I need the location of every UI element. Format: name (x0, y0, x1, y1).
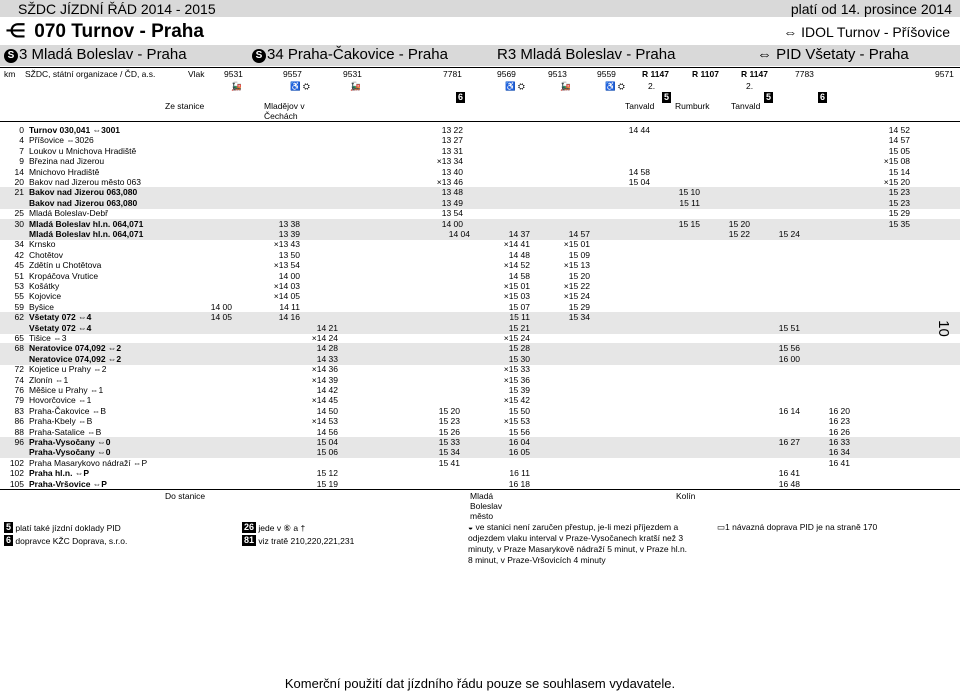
time-cell: 14 58 (508, 270, 530, 281)
class-note: 2. (648, 81, 656, 91)
note-26: 26 jede v ⑥ a † (244, 522, 306, 533)
train-number: 9559 (597, 69, 616, 79)
time-cell: 15 11 (509, 312, 530, 323)
time-cell: ×15 42 (503, 395, 530, 406)
train-number: 7783 (795, 69, 814, 79)
table-row (0, 364, 960, 375)
table-row (0, 437, 960, 448)
station-name: Praha-Kbely ⇔B (29, 416, 93, 427)
km-cell: 65 (14, 333, 24, 343)
time-cell: 16 48 (778, 478, 800, 489)
time-cell: ×15 01 (563, 239, 590, 250)
time-cell: ×15 53 (503, 416, 530, 427)
footer: Komerční použití dat jízdního řádu pouze se souhlasem vydavatele. (284, 676, 676, 691)
time-cell: 15 22 (728, 229, 750, 239)
time-cell: 13 22 (441, 125, 463, 135)
km-cell: 42 (14, 249, 24, 260)
time-cell: 13 31 (441, 145, 463, 156)
time-cell: ×15 13 (563, 260, 590, 271)
time-cell: 15 20 (728, 218, 750, 229)
time-cell: ×14 45 (311, 395, 338, 406)
time-cell: 13 39 (278, 229, 300, 239)
time-cell: 16 04 (508, 437, 530, 447)
station-name: Hovorčovice ⇔1 (29, 395, 92, 406)
time-cell: 13 50 (278, 249, 300, 260)
wheelchair-bike-icon: ♿ ⛭ (605, 81, 625, 91)
table-row (0, 312, 960, 323)
time-cell: 15 24 (778, 229, 800, 239)
time-cell: ×15 24 (503, 333, 530, 343)
station-name: Krnsko (29, 239, 56, 250)
station-name: Praha-Vysočany ⇔0 (29, 437, 111, 447)
time-cell: ×15 36 (503, 374, 530, 385)
table-row (0, 323, 960, 334)
table-row (0, 479, 960, 490)
time-cell: 14 05 (210, 312, 232, 323)
time-cell: 14 50 (316, 405, 338, 416)
line-pid: ⇔ PID Všetaty - Praha (757, 46, 909, 63)
time-cell: ×14 36 (311, 364, 338, 375)
time-cell: 15 20 (568, 270, 590, 281)
table-row (0, 135, 960, 146)
page-number: 10 (935, 320, 953, 337)
train-number: 9557 (283, 69, 302, 79)
train-number: R 1107 (692, 69, 719, 79)
km-cell: 25 (14, 208, 24, 219)
station-name: Mladá Boleslav hl.n. 064,071 (29, 229, 144, 239)
train-number: 9513 (548, 69, 567, 79)
route-arrow-icon: ⋲ (6, 21, 25, 42)
timetable-year: SŽDC JÍZDNÍ ŘÁD 2014 - 2015 (18, 1, 216, 17)
rule (0, 67, 960, 68)
station-name: Bakov nad Jizerou 063,080 (29, 197, 138, 208)
table-row (0, 208, 960, 219)
time-cell: 15 06 (316, 447, 338, 458)
table-row (0, 395, 960, 406)
time-cell: 15 05 (888, 145, 910, 156)
wheelchair-bike-icon: ♿ ⛭ (505, 81, 525, 91)
note-6: 6 dopravce KŽC Doprava, s.r.o. (6, 535, 128, 546)
class-note: 2. (746, 81, 754, 91)
s-icon: S (4, 49, 18, 63)
time-cell: 14 11 (279, 301, 300, 312)
note-5-badge: 5 (664, 92, 670, 102)
time-cell: 15 14 (888, 166, 910, 177)
time-cell: 16 33 (828, 437, 850, 447)
station-name: Kojovice (29, 291, 62, 302)
time-cell: 15 28 (508, 343, 530, 354)
ticket-icon: 🚂 (560, 81, 571, 91)
km-cell: 68 (14, 343, 24, 354)
route-name: Turnov - Praha (71, 21, 204, 42)
table-row (0, 125, 960, 136)
rule (0, 489, 960, 490)
station-name: Mnichovo Hradiště (29, 166, 100, 177)
time-cell: 16 26 (828, 426, 850, 437)
km-cell: 59 (14, 301, 24, 312)
ticket-icon: 🚂 (231, 81, 242, 91)
station-name: Všetaty 072 ⇔4 (29, 322, 92, 333)
route-title (6, 20, 204, 43)
station-name: Všetaty 072 ⇔4 (29, 312, 92, 323)
station-name: Praha-Čakovice ⇔B (29, 405, 107, 416)
time-cell: 14 42 (316, 385, 338, 395)
time-cell: ×14 53 (311, 416, 338, 427)
table-row (0, 187, 960, 198)
table-row (0, 229, 960, 240)
time-cell: ×14 05 (273, 291, 300, 302)
time-cell: 15 15 (678, 218, 700, 229)
time-cell: ×14 24 (311, 333, 338, 343)
subtitle-bar (0, 45, 960, 66)
ticket-icon: 🚂 (350, 81, 361, 91)
time-cell: 13 38 (278, 218, 300, 229)
time-cell: 15 30 (508, 353, 530, 364)
train-number: R 1147 (741, 69, 768, 79)
train-label: Vlak (188, 69, 205, 79)
km-cell: 102 (9, 457, 24, 468)
station-name: Bakov nad Jizerou 063,080 (29, 187, 138, 198)
station-name: Praha hl.n. ⇔P (29, 468, 89, 479)
time-cell: 14 37 (508, 229, 530, 239)
table-row (0, 281, 960, 292)
station-name: Mladá Boleslav hl.n. 064,071 (29, 218, 144, 229)
time-cell: 13 49 (441, 197, 463, 208)
time-cell: 15 12 (316, 468, 338, 479)
station-name: Mladá Boleslav-Debř (29, 208, 108, 219)
time-cell: 15 41 (438, 457, 460, 468)
table-row (0, 302, 960, 313)
time-cell: 16 20 (828, 405, 850, 416)
time-cell: ×15 33 (503, 364, 530, 375)
time-cell: 15 11 (679, 197, 700, 208)
time-cell: 16 27 (778, 437, 800, 447)
table-row (0, 291, 960, 302)
train-number: 7781 (443, 69, 462, 79)
time-cell: ×15 01 (503, 281, 530, 291)
station-name: Tišice ⇔3 (29, 333, 67, 343)
table-row (0, 260, 960, 271)
time-cell: 14 16 (278, 312, 300, 323)
time-cell: ×15 24 (563, 291, 590, 302)
time-cell: 15 56 (508, 426, 530, 437)
time-cell: ×14 41 (503, 239, 530, 250)
time-cell: 15 10 (678, 187, 700, 198)
time-cell: 14 48 (508, 249, 530, 260)
time-cell: ×15 03 (503, 291, 530, 302)
time-cell: 14 57 (568, 229, 590, 239)
station-name: Loukov u Mnichova Hradiště (29, 145, 137, 156)
time-cell: 15 19 (316, 478, 338, 489)
valid-from: platí od 14. prosince 2014 (790, 1, 952, 17)
time-cell: 15 56 (778, 343, 800, 354)
time-cell: 14 58 (628, 166, 650, 177)
time-cell: 15 51 (778, 322, 800, 333)
line-s34: S 34 Praha-Čakovice - Praha (252, 46, 448, 63)
time-cell: 15 34 (438, 447, 460, 458)
station-name: Chotětov (29, 249, 64, 260)
km-cell: 30 (14, 218, 24, 229)
origin: Tanvald (731, 101, 761, 111)
table-row (0, 198, 960, 209)
time-cell: 14 52 (888, 125, 910, 135)
station-name: Neratovice 074,092 ⇔2 (29, 343, 122, 354)
time-cell: 15 23 (888, 197, 910, 208)
line-r3: R3 Mladá Boleslav - Praha (497, 46, 676, 63)
table-row (0, 219, 960, 230)
time-cell: ×14 39 (311, 374, 338, 385)
time-cell: 14 57 (888, 135, 910, 146)
station-name: Turnov 030,041 ⇔3001 (29, 125, 121, 135)
km-cell: 7 (19, 145, 24, 156)
time-cell: 14 44 (628, 125, 650, 135)
time-cell: 15 04 (628, 177, 650, 187)
table-row (0, 416, 960, 427)
km-cell: 4 (19, 135, 24, 146)
time-cell: 15 26 (438, 426, 460, 437)
train-number: 9571 (935, 69, 954, 79)
km-cell: 51 (14, 270, 24, 281)
station-name: Bakov nad Jizerou město 063 (29, 177, 141, 187)
origin: Tanvald (625, 101, 655, 111)
time-cell: 14 28 (316, 343, 338, 354)
km-cell: 34 (14, 239, 24, 250)
operator-header: SŽDC, státní organizace / ČD, a.s. (25, 69, 156, 79)
time-cell: 14 00 (278, 270, 300, 281)
note-5-badge: 5 (766, 92, 772, 102)
station-name: Kojetice u Prahy ⇔2 (29, 364, 107, 375)
time-cell: 14 04 (448, 229, 470, 239)
time-cell: 13 48 (441, 187, 463, 198)
km-cell: 96 (14, 437, 24, 447)
table-row (0, 239, 960, 250)
time-cell: 15 04 (316, 437, 338, 447)
time-cell: 15 23 (438, 416, 460, 427)
time-cell: 16 41 (828, 457, 850, 468)
km-cell: 14 (14, 166, 24, 177)
time-cell: 15 50 (508, 405, 530, 416)
time-cell: 15 07 (508, 301, 530, 312)
destination: Kolín (676, 491, 696, 501)
km-header: km (4, 69, 16, 79)
time-cell: 14 56 (316, 426, 338, 437)
time-cell: 14 33 (316, 353, 338, 364)
time-cell: 15 29 (568, 301, 590, 312)
table-row (0, 146, 960, 157)
time-cell: 16 41 (778, 468, 800, 479)
to-label: Do stanice (165, 491, 206, 501)
time-cell: 16 23 (828, 416, 850, 427)
station-name: Praha-Satalice ⇔B (29, 426, 102, 437)
note-transfer: ◒ ve stanici není zaručen přestup, je-li mezi příjezdem a odjezdem vlaku interval v Praze-Vysočanech kratší než 3 minuty, v Praze Masarykově nádraží 5 minut, v Praze hl.n. 8 minut, v Praze-Vršovicích 4 minuty (468, 522, 688, 565)
time-cell: 16 11 (509, 468, 530, 479)
time-cell: ×15 08 (883, 156, 910, 167)
km-cell: 79 (14, 395, 24, 406)
table-row (0, 333, 960, 344)
time-cell: ×14 52 (503, 260, 530, 271)
km-cell: 83 (14, 405, 24, 416)
time-cell: 15 35 (888, 218, 910, 229)
station-name: Neratovice 074,092 ⇔2 (29, 353, 122, 364)
km-cell: 88 (14, 426, 24, 437)
time-cell: 15 20 (438, 405, 460, 416)
note-5: 5 platí také jízdní doklady PID (6, 522, 121, 533)
km-cell: 105 (9, 478, 24, 489)
time-cell: 16 18 (508, 478, 530, 489)
time-cell: 15 21 (508, 322, 530, 333)
time-cell: ×13 34 (436, 156, 463, 167)
table-row (0, 343, 960, 354)
time-cell: 15 33 (438, 437, 460, 447)
origin: Rumburk (675, 101, 710, 111)
note-1: ▭1 návazná doprava PID je na straně 170 (717, 522, 878, 532)
line-s3: S 3 Mladá Boleslav - Praha (4, 46, 187, 63)
time-cell: 15 29 (888, 208, 910, 219)
time-cell: ×14 03 (273, 281, 300, 291)
time-cell: 13 40 (441, 166, 463, 177)
km-cell: 86 (14, 416, 24, 427)
train-number: 9531 (224, 69, 243, 79)
time-cell: 16 05 (508, 447, 530, 458)
station-name: Praha-Vysočany ⇔0 (29, 447, 111, 458)
table-row (0, 468, 960, 479)
time-cell: ×15 22 (563, 281, 590, 291)
note-6-badge: 6 (458, 92, 464, 102)
km-cell: 53 (14, 281, 24, 291)
station-name: Praha-Vršovice ⇔P (29, 478, 107, 489)
time-cell: ×15 20 (883, 177, 910, 187)
time-cell: 15 34 (568, 312, 590, 323)
time-cell: 13 27 (441, 135, 463, 146)
station-name: Byšice (29, 301, 55, 312)
station-name: Praha Masarykovo nádraží ⇔P (29, 457, 148, 468)
origin: Mladějov v Čechách (264, 101, 305, 121)
station-name: Zdětín u Chotětova (29, 260, 102, 271)
station-name: Měšice u Prahy ⇔1 (29, 385, 104, 395)
time-cell: 16 34 (828, 447, 850, 458)
km-cell: 21 (14, 187, 24, 198)
table-row (0, 156, 960, 167)
time-cell: ×13 46 (436, 177, 463, 187)
train-number: 9531 (343, 69, 362, 79)
station-name: Příšovice ⇔3026 (29, 135, 94, 146)
train-number: R 1147 (642, 69, 669, 79)
rule (0, 121, 960, 122)
km-cell: 55 (14, 291, 24, 302)
time-cell: 14 00 (210, 301, 232, 312)
note-6-badge: 6 (820, 92, 826, 102)
table-row (0, 250, 960, 261)
destination: Mladá Boleslav město (470, 491, 503, 521)
note-81: 81 viz tratě 210,220,221,231 (244, 535, 355, 546)
km-cell: 20 (14, 177, 24, 187)
km-cell: 74 (14, 374, 24, 385)
time-cell: 15 39 (508, 385, 530, 395)
time-cell: 14 00 (441, 218, 463, 229)
route-number: 070 (34, 21, 66, 42)
time-cell: 16 00 (778, 353, 800, 364)
table-row (0, 447, 960, 458)
time-cell: 15 09 (568, 249, 590, 260)
km-cell: 45 (14, 260, 24, 271)
km-cell: 0 (19, 125, 24, 135)
wheelchair-bike-icon: ♿ ⛭ (290, 81, 310, 91)
table-row (0, 177, 960, 188)
s-icon: S (252, 49, 266, 63)
column-header (0, 67, 960, 121)
time-cell: ×13 43 (273, 239, 300, 250)
time-cell: 16 14 (778, 405, 800, 416)
station-name: Kropáčova Vrutice (29, 270, 99, 281)
bus-icon: ▭ (717, 522, 726, 532)
time-cell: 13 54 (441, 208, 463, 219)
time-cell: ×13 54 (273, 260, 300, 271)
ids-label: ⇔ IDOL Turnov - Příšovice (783, 24, 950, 40)
table-row (0, 427, 960, 438)
from-label: Ze stanice (165, 101, 205, 111)
table-row (0, 458, 960, 469)
table-row (0, 271, 960, 282)
table-row (0, 406, 960, 417)
km-cell: 9 (19, 156, 24, 167)
time-cell: 15 23 (888, 187, 910, 198)
km-cell: 102 (9, 468, 24, 479)
time-cell: 14 21 (316, 322, 338, 333)
station-name: Zlonín ⇔1 (29, 374, 69, 385)
table-row (0, 167, 960, 178)
km-cell: 72 (14, 364, 24, 375)
train-number: 9569 (497, 69, 516, 79)
station-name: Košátky (29, 281, 60, 291)
km-cell: 76 (14, 385, 24, 395)
km-cell: 62 (14, 312, 24, 323)
table-row (0, 385, 960, 396)
table-row (0, 375, 960, 386)
transfer-icon: ◒ (468, 522, 474, 532)
table-row (0, 354, 960, 365)
station-name: Březina nad Jizerou (29, 156, 105, 167)
